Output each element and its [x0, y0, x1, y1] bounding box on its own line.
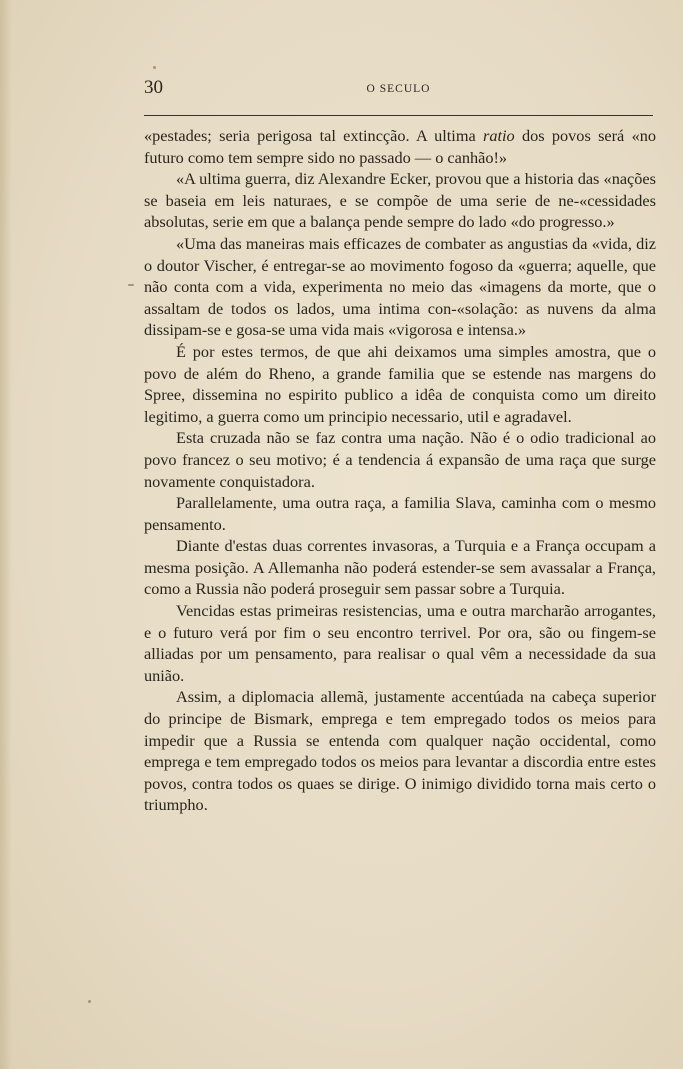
paper-speck [128, 284, 134, 286]
paragraph-3: «Uma das maneiras mais efficazes de combater as angustias da «vida, diz o doutor Vischer, é entregar-se ao movimento fogoso da «guerra; aquelle, que não conta com a vida, experimenta no meio das «imagens da morte, que o assaltam de todos os lados, uma intima con-«solação: as nuvens da alma dissipam-se e gosa-se uma vida mais «vigorosa e intensa.» [144, 233, 656, 340]
paper-speck [88, 1000, 91, 1003]
paragraph-9: Assim, a diplomacia allemã, justamente accentúada na cabeça superior do principe de Bismark, emprega e tem empregado todos os meios para impedir que a Russia se entenda com qualquer nação occidental, como emprega e tem empregado todos os meios para levantar a discordia entre estes povos, contra todos os quaes se dirige. O inimigo dividido torna mais certo o triumpho. [144, 687, 656, 815]
paragraph-4: É por estes termos, de que ahi deixamos uma simples amostra, que o povo de além do Rheno, a grande familia que se estende nas margens do Spree, dissemina no espirito publico a idêa de conquista como um direito legitimo, a guerra como um principio necessario, util e agradavel. [144, 341, 656, 426]
paragraph-8: Vencidas estas primeiras resistencias, uma e outra marcharão arrogantes, e o futuro verá por fim o seu encontro terrivel. Por ora, são ou fingem-se alliadas por um pensamento, para realisar o qual vêm a necessidade da sua união. [144, 601, 656, 685]
paragraph-1: «pestades; seria perigosa tal extincção. A ultima ratio dos povos será «no futuro como tem sempre sido no passado — o canhão!» [144, 126, 656, 167]
paragraph-7: Diante d'estas duas correntes invasoras, a Turquia e a França occupam a mesma posição. A Allemanha não poderá estender-se sem avassalar a França, como a Russia não poderá proseguir sem passar sobre a Turquia. [144, 536, 656, 599]
running-title: O SECULO [366, 83, 431, 95]
body-text [144, 125, 656, 816]
paragraph-5: Esta cruzada não se faz contra uma nação. Não é o odio tradicional ao povo francez o seu motivo; é a tendencia á expansão de uma raça que surge novamente conquistadora. [144, 428, 656, 491]
page-gutter-shadow [0, 0, 12, 1069]
header-rule [144, 115, 653, 116]
paper-speck [153, 66, 156, 69]
paragraph-2: «A ultima guerra, diz Alexandre Ecker, provou que a historia das «nações se baseia em leis naturaes, e se compõe de uma serie de ne-«cessidades absolutas, serie em que a balança pende sempre do lado «do progresso.» [144, 169, 656, 232]
running-head [144, 76, 653, 100]
paragraph-6: Parallelamente, uma outra raça, a familia Slava, caminha com o mesmo pensamento. [144, 493, 656, 534]
page-number: 30 [144, 77, 163, 98]
